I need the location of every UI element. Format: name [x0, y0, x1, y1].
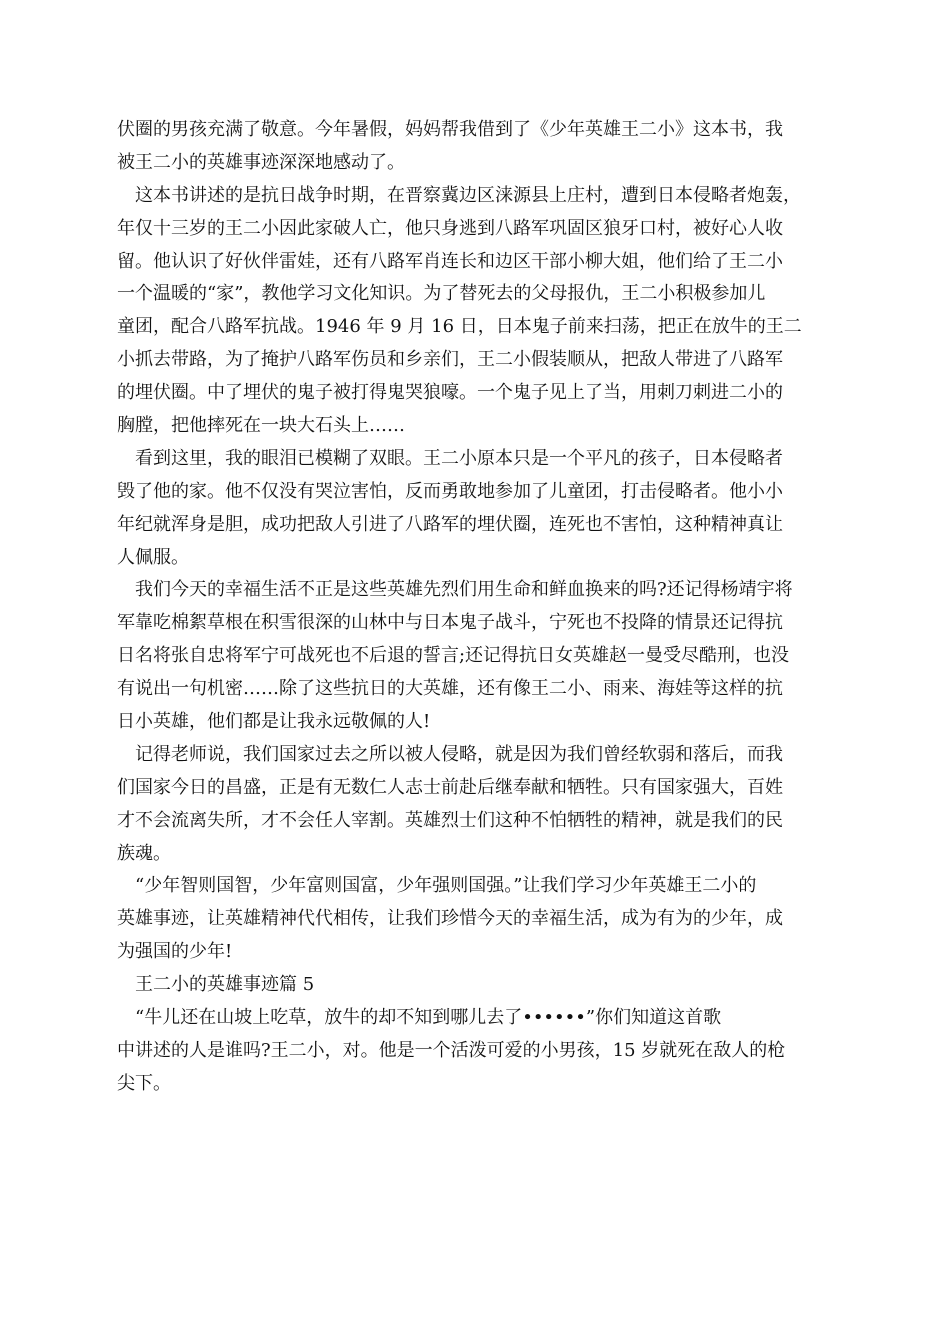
text-line: 童团，配合八路军抗战。1946 年 9 月 16 日，日本鬼子前来扫荡，把正在放牛的王二 [117, 316, 802, 338]
text-line: 才不会流离失所，才不会任人宰割。英雄烈士们这种不怕牺牲的精神，就是我们的民 [117, 809, 783, 831]
text-line: 被王二小的英雄事迹深深地感动了。 [117, 151, 405, 173]
text-line: 们国家今日的昌盛，正是有无数仁人志士前赴后继奉献和牺牲。只有国家强大，百姓 [117, 776, 783, 798]
section-heading: 王二小的英雄事迹篇 5 [117, 974, 315, 996]
text-line: 英雄事迹，让英雄精神代代相传，让我们珍惜今天的幸福生活，成为有为的少年，成 [117, 908, 783, 930]
text-line: 一个温暖的“家”，教他学习文化知识。为了替死去的父母报仇，王二小积极参加儿 [117, 283, 766, 305]
text-line: 年纪就浑身是胆，成功把敌人引进了八路军的埋伏圈，连死也不害怕，这种精神真让 [117, 513, 783, 535]
text-line: 毁了他的家。他不仅没有哭泣害怕，反而勇敢地参加了儿童团，打击侵略者。他小小 [117, 480, 783, 502]
text-line: 这本书讲述的是抗日战争时期，在晋察冀边区涞源县上庄村，遭到日本侵略者炮轰， [117, 184, 801, 206]
text-line: 我们今天的幸福生活不正是这些英雄先烈们用生命和鲜血换来的吗?还记得杨靖宇将 [117, 579, 793, 601]
text-line: 记得老师说，我们国家过去之所以被人侵略，就是因为我们曾经软弱和落后，而我 [117, 743, 783, 765]
text-line: 中讲述的人是谁吗?王二小，对。他是一个活泼可爱的小男孩，15 岁就死在敌人的枪 [117, 1039, 786, 1061]
text-line: “少年智则国智，少年富则国富，少年强则国强。”让我们学习少年英雄王二小的 [117, 875, 757, 897]
text-line: 日名将张自忠将军宁可战死也不后退的誓言;还记得抗日女英雄赵一曼受尽酷刑，也没 [117, 645, 790, 667]
text-line: 看到这里，我的眼泪已模糊了双眼。王二小原本只是一个平凡的孩子，日本侵略者 [117, 447, 783, 469]
text-line: 日小英雄，他们都是让我永远敬佩的人! [117, 711, 431, 733]
text-line: 军靠吃棉絮草根在积雪很深的山林中与日本鬼子战斗，宁死也不投降的情景还记得抗 [117, 612, 783, 634]
text-line: 的埋伏圈。中了埋伏的鬼子被打得鬼哭狼嚎。一个鬼子见上了当，用刺刀刺进二小的 [117, 382, 783, 404]
text-line: 年仅十三岁的王二小因此家破人亡，他只身逃到八路军巩固区狼牙口村，被好心人收 [117, 217, 783, 239]
text-line: 留。他认识了好伙伴雷娃，还有八路军肖连长和边区干部小柳大姐，他们给了王二小 [117, 250, 783, 272]
text-line: 小抓去带路，为了掩护八路军伤员和乡亲们，王二小假装顺从，把敌人带进了八路军 [117, 349, 783, 371]
text-line: 伏圈的男孩充满了敬意。今年暑假，妈妈帮我借到了《少年英雄王二小》这本书，我 [117, 119, 783, 140]
text-line: “牛儿还在山坡上吃草，放牛的却不知到哪儿去了••••••”你们知道这首歌 [117, 1007, 722, 1029]
text-line: 人佩服。 [117, 546, 189, 568]
text-line: 为强国的少年! [117, 941, 233, 963]
text-line: 族魂。 [117, 842, 171, 864]
text-line: 胸膛，把他摔死在一块大石头上…… [117, 415, 405, 437]
text-line: 有说出一句机密……除了这些抗日的大英雄，还有像王二小、雨来、海娃等这样的抗 [117, 678, 783, 700]
text-line: 尖下。 [117, 1072, 171, 1094]
body-text [117, 114, 857, 1101]
